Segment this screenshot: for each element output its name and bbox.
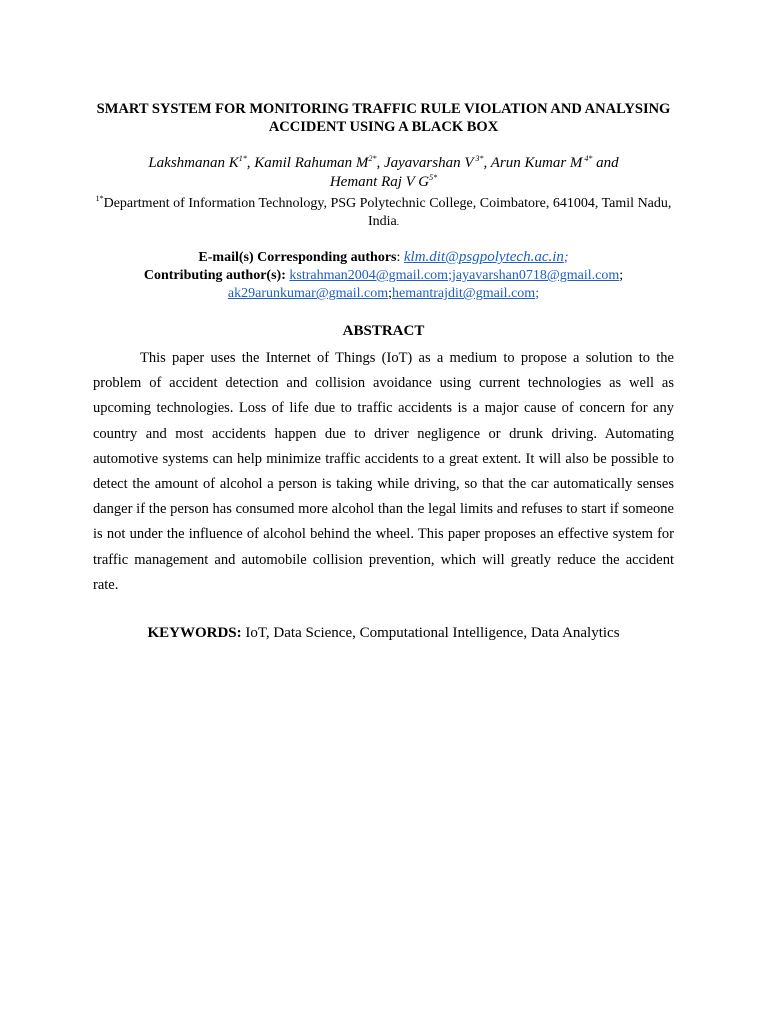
author-name: Kamil Rahuman M	[254, 155, 369, 171]
email-block	[93, 248, 674, 303]
author-name: Arun Kumar M	[490, 155, 583, 171]
author-superscript: 2*	[368, 154, 377, 163]
corresponding-colon: :	[396, 250, 404, 265]
author-superscript: 3*	[473, 154, 484, 163]
author-superscript: 5*	[429, 173, 438, 182]
keywords-text: IoT, Data Science, Computational Intelligence, Data Analytics	[245, 625, 620, 642]
email-separator: ;	[535, 286, 540, 301]
affiliation	[93, 195, 674, 231]
contributing-label: Contributing author(s):	[143, 268, 286, 283]
contributing-email-link[interactable]: jayavarshan0718@gmail.com	[451, 268, 620, 283]
author-separator: and	[592, 155, 619, 171]
email-separator: ;	[448, 268, 452, 283]
author-name: Lakshmanan K	[148, 155, 239, 171]
author-separator: ,	[246, 155, 255, 171]
corresponding-separator: ;	[563, 250, 569, 265]
author-name: Hemant Raj V G	[329, 174, 430, 190]
author-superscript: 4*	[582, 154, 593, 163]
paper-title: SMART SYSTEM FOR MONITORING TRAFFIC RULE VIOLATION AND ANALYSING ACCIDENT USING A BLACK BOX	[96, 101, 671, 135]
email-separator: ;	[619, 268, 624, 283]
email-separator: ;	[388, 286, 393, 301]
contributing-line	[93, 267, 674, 285]
abstract-text: This paper uses the Internet of Things (IoT) as a medium to propose a solution to the problem of accident detection and collision avoidance using current technologies as well as upcoming technologies. Loss of life due to traffic accidents is a major cause of concern for any country and most accidents happen due to driver negligence or drunk driving. Automating automotive systems can help minimize traffic accidents to a great extent. It will also be possible to detect the amount of alcohol a person is taking while driving, so that the car automatically senses danger if the person has consumed more alcohol than the legal limits and refuses to start if someone is not under the influence of alcohol behind the wheel. This paper proposes an effective system for traffic management and automobile collision prevention, which will greatly reduce the accident rate.	[93, 350, 674, 593]
contributing-email-link[interactable]: kstrahman2004@gmail.com	[289, 268, 449, 283]
paper-page	[93, 100, 674, 643]
affiliation-superscript: 1*	[95, 194, 104, 203]
keywords-label: KEYWORDS:	[147, 625, 242, 642]
contributing-email-link[interactable]: ak29arunkumar@gmail.com	[227, 286, 389, 301]
contributing-email-link[interactable]: hemantrajdit@gmail.com	[392, 286, 536, 301]
affiliation-text: Department of Information Technology, PSG Polytechnic College, Coimbatore, 641004, Tamil Nadu, India	[103, 196, 672, 229]
corresponding-line	[93, 248, 674, 267]
corresponding-email-link[interactable]: klm.dit@psgpolytech.ac.in	[403, 249, 564, 265]
affiliation-end: .	[396, 217, 399, 227]
author-separator: ,	[483, 155, 491, 171]
corresponding-label: E-mail(s) Corresponding authors	[198, 250, 397, 265]
author-superscript: 1*	[238, 154, 247, 163]
author-separator: ,	[376, 155, 384, 171]
author-list	[93, 154, 674, 192]
keywords-line	[93, 624, 674, 643]
abstract-heading: ABSTRACT	[342, 323, 425, 339]
author-name: Jayavarshan V	[383, 155, 474, 171]
contributing-line-2	[93, 285, 674, 303]
